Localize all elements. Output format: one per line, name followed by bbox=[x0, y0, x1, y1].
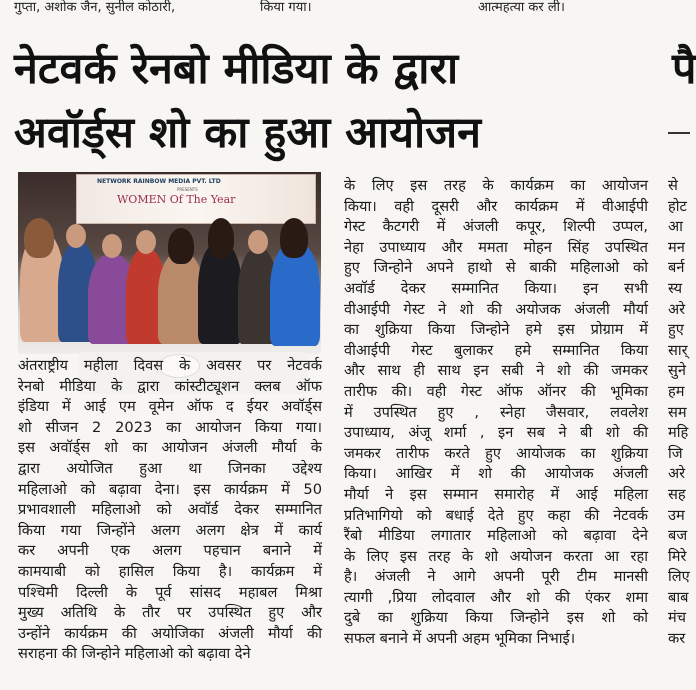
text-line: महिलाओ को बढ़ावा देना। इस कार्यक्रम में 50 bbox=[18, 480, 322, 498]
text-line: पश्चिमी दिल्ली के पूर्व सांसद महाबल मिश्रा bbox=[18, 583, 322, 601]
text-line: हम bbox=[668, 382, 685, 400]
text-line: किया। वही दूसरी और कार्यक्रम में वीआईपी bbox=[344, 197, 648, 215]
text-line: कामयाबी को हासिल किया है। कार्यक्रम में bbox=[18, 562, 322, 580]
text-line: अरे bbox=[668, 300, 686, 318]
text-line: अवॉर्ड देकर सम्मानित किया। इन सभी bbox=[344, 279, 648, 297]
text-line: प्रभावशाली महिलाओ को अवॉर्ड देकर सम्मानित bbox=[18, 501, 322, 519]
text-line: त्यागी ,प्रिया लोदवाल और शो की एंकर शमा bbox=[344, 588, 648, 606]
text-line: हुए जिन्होने अपने हाथो से बाकी महिलाओ को bbox=[344, 259, 648, 277]
top-strip-left: गुप्ता, अशोक जैन, सुनील कोठारी, bbox=[14, 0, 176, 15]
banner-company: NETWORK RAINBOW MEDIA PVT. LTD bbox=[97, 178, 221, 185]
text-line: शो सीजन 2 2023 का आयोजन किया गया। bbox=[18, 418, 322, 436]
text-line: दुबे का शुक्रिया किया जिन्होने इस शो को bbox=[344, 609, 648, 627]
text-line: में उपस्थित हुए , स्नेहा जैसवार, लवलेश bbox=[344, 403, 648, 421]
text-line: से bbox=[668, 177, 678, 194]
text-line: सफल बनाने में अपनी अहम भूमिका निभाई। bbox=[344, 630, 576, 648]
event-photo bbox=[18, 172, 321, 354]
text-line: हुए bbox=[668, 321, 684, 339]
top-strip-mid: किया गया। bbox=[260, 0, 312, 15]
text-line: है। अंजली ने आगे अपनी पूरी टीम मानसी bbox=[344, 568, 648, 586]
text-line: कर bbox=[668, 630, 686, 648]
text-line: उन्होंने कार्यक्रम की अयोजिका अंजली मौर्या की bbox=[18, 624, 322, 642]
text-line: का शुक्रिया किया जिन्होने हमे इस प्रोग्राम में bbox=[344, 321, 648, 339]
text-line: तारीफ की। वही गेस्ट ऑफ ऑनर की भूमिका bbox=[344, 382, 648, 400]
text-line: के लिए इस तरह के कार्यक्रम का आयोजन bbox=[344, 177, 648, 194]
text-line: वीआईपी गेस्ट बुलाकर हमे सम्मानित किया bbox=[344, 341, 648, 359]
adjacent-headline-fragment: पै bbox=[672, 44, 696, 94]
banner-presents: PRESENTS bbox=[177, 187, 198, 192]
text-line: रेनबो मीडिया के द्वारा कांस्टीट्यूशन क्लब ऑफ bbox=[18, 377, 322, 395]
text-line: किया गया जिन्होंने अलग अलग क्षेत्र में कार्य bbox=[18, 521, 322, 539]
text-line: जि bbox=[668, 444, 683, 462]
text-line: जमकर तारीफ करते हुए आयोजक का शुक्रिया bbox=[344, 444, 648, 462]
text-line: इंडिया में आई एम वूमेन ऑफ द ईयर अवॉर्ड्स bbox=[18, 398, 322, 416]
text-line: सह bbox=[668, 485, 686, 503]
article-column-1 bbox=[18, 356, 322, 665]
text-line: वीआईपी गेस्ट ने शो की अयोजक अंजली मौर्या bbox=[344, 300, 648, 318]
text-line: आ bbox=[668, 218, 683, 236]
text-line: महि bbox=[668, 424, 689, 442]
headline-line-2: अवॉर्ड्स शो का हुआ आयोजन bbox=[14, 108, 481, 158]
text-line: मन bbox=[668, 238, 685, 256]
text-line: उपाध्याय, अंजू शर्मा , इन सब ने बी शो की bbox=[344, 424, 648, 442]
text-line: अंतराष्ट्रीय महीला दिवस के अवसर पर नेटवर्क bbox=[18, 357, 322, 374]
text-line: सम bbox=[668, 403, 687, 421]
text-line: किया। आखिर में शो की आयोजक अंजली bbox=[344, 465, 648, 483]
text-line: सुने bbox=[668, 362, 686, 380]
headline-line-1: नेटवर्क रेनबो मीडिया के द्वारा bbox=[14, 44, 459, 94]
text-line: स्य bbox=[668, 279, 683, 297]
crowd bbox=[18, 212, 321, 322]
text-line: मुख्य अतिथि के तौर पर उपस्थित हुए और bbox=[18, 604, 322, 622]
text-line: उम bbox=[668, 506, 685, 524]
text-line: गेस्ट कैटगरी में अंजली कपूर, शिल्पी उप्पल, bbox=[344, 218, 648, 236]
top-strip-right: आत्महत्या कर ली। bbox=[478, 0, 565, 15]
text-line: मंच bbox=[668, 609, 686, 627]
adjacent-rule bbox=[668, 132, 690, 134]
text-line: अरे bbox=[668, 465, 686, 483]
text-line: मौर्या ने इस सम्मान समारोह में आई महिला bbox=[344, 485, 648, 503]
text-line: बज bbox=[668, 527, 688, 545]
text-line: बर्न bbox=[668, 259, 685, 277]
text-line: इस अवॉर्ड्स शो का आयोजन अंजली मौर्या के bbox=[18, 439, 322, 457]
adjacent-article-column bbox=[668, 176, 690, 650]
banner-title: WOMEN Of The Year bbox=[117, 193, 236, 206]
text-line: होट bbox=[668, 197, 687, 215]
text-line: सार् bbox=[668, 341, 688, 359]
text-line: नेहा उपाध्याय और ममता मोहन सिंह उपस्थित bbox=[344, 238, 648, 256]
text-line: बाब bbox=[668, 588, 689, 606]
text-line: प्रतिभागियो को बधाई देते हुए कहा की नेटवर्क bbox=[344, 506, 648, 524]
text-line: द्वारा अयोजित हुआ था जिनका उद्देश्य bbox=[18, 459, 322, 477]
text-line: सराहना की जिन्होने महिलाओ को बढ़ावा देने bbox=[18, 645, 251, 663]
text-line: रैंबो मीडिया लगातार महिलाओ को बढ़ावा देने bbox=[344, 527, 648, 545]
text-line: के लिए इस तरह के शो अयोजन करता आ रहा bbox=[344, 547, 648, 565]
article-column-2 bbox=[344, 176, 648, 650]
text-line: मिरे bbox=[668, 547, 687, 565]
text-line: लिए bbox=[668, 568, 690, 586]
text-line: कर अपनी एक अलग पहचान बनाने में bbox=[18, 542, 322, 560]
text-line: और साथ ही साथ इन सबी ने शो की जमकर bbox=[344, 362, 648, 380]
